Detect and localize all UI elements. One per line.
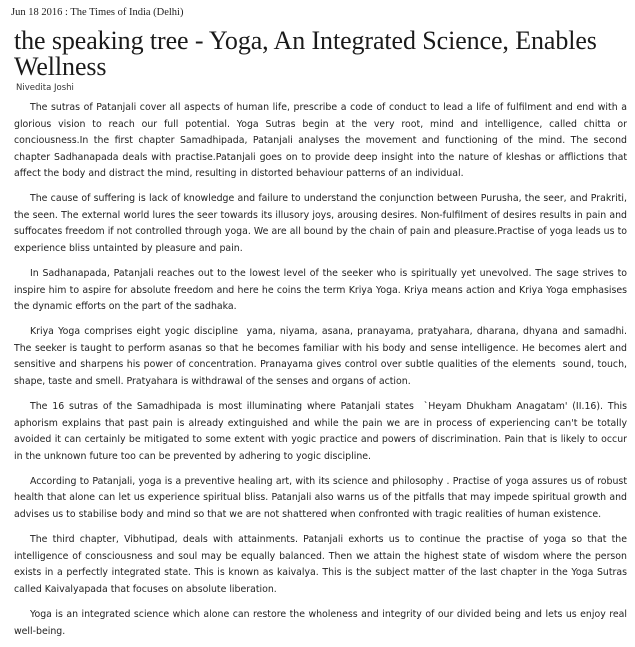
paragraph-7: The third chapter, Vibhutipad, deals with attainments. Patanjali exhorts us to continue the practise of yoga so that the intelligence of consciousness and soul may be equally balanced. Then we attain the highest state of wisdom where the person exists in a perfectly integrated state. This is known as kaivalya. This is the subject matter of the last chapter in the Yoga Sutras called Kaivalyapada that focuses on absolute liberation. bbox=[14, 534, 630, 595]
paragraph-5: The 16 sutras of the Samadhipada is most illuminating where Patanjali states `Heyam Dhukham Anagatam' (II.16). This aphorism explains that past pain is already extinguished and while the pain we are in process of experiencing can't be totally avoided it can certainly be mitigated to some extent with yogic practice and powers of discrimination. Pain that is likely to occur in the unknown future too can be prevented by adhering to yogic discipline. bbox=[14, 401, 630, 462]
paragraph-1: The sutras of Patanjali cover all aspects of human life, prescribe a code of conduct to lead a life of fulfilment and end with a glorious vision to reach our full potential. Yoga Sutras begin at the very root, mind and intelligence, called chitta or conciousness.In the first chapter Samadhipada, Patanjali analyses the movement and functioning of the mind. The second chapter Sadhanapada deals with practise.Patanjali goes on to provide deep insight into the nature of kleshas or afflictions that affect the body and distract the mind, resulting in distorted behaviour patterns of an individual. bbox=[14, 102, 630, 179]
article-title: the speaking tree - Yoga, An Integrated Science, Enables Wellness bbox=[14, 26, 597, 81]
paragraph-3: In Sadhanapada, Patanjali reaches out to the lowest level of the seeker who is spiritually yet unevolved. The sage strives to inspire him to aspire for absolute freedom and here he coins the term Kriya Yoga. Kriya means action and Kriya Yoga emphasises the dynamic efforts on the part of the sadhaka. bbox=[14, 268, 630, 313]
author-byline: Nivedita Joshi bbox=[16, 83, 74, 93]
article-body bbox=[11, 100, 630, 640]
dateline: Jun 18 2016 : The Times of India (Delhi) bbox=[11, 7, 184, 18]
paragraph-2: The cause of suffering is lack of knowledge and failure to understand the conjunction between Purusha, the seer, and Prakriti, the seen. The external world lures the seer towards its illusory joys, arousing desires. Non-fulfilment of desires results in pain and suffocates freedom if not controlled through yoga. We are all bound by the chain of pain and pleasure.Practise of yoga leads us to experience bliss untainted by pleasure and pain. bbox=[14, 193, 630, 254]
paragraph-6: According to Patanjali, yoga is a preventive healing art, with its science and philosophy . Practise of yoga assures us of robust health that alone can let us experience spiritual bliss. Patanjali also warns us of the pitfalls that may impede spiritual growth and advises us to stabilise body and mind so that we are not shattered when confronted with tragic realities of human existence. bbox=[14, 475, 630, 520]
paragraph-8: Yoga is an integrated science which alone can restore the wholeness and integrity of our divided being and lets us enjoy real well-being. bbox=[14, 609, 630, 637]
paragraph-4: Kriya Yoga comprises eight yogic discipline yama, niyama, asana, pranayama, pratyahara, dharana, dhyana and samadhi. The seeker is taught to perform asanas so that he becomes familiar with his body and sense intelligence. He becomes alert and sensitive and sharpens his power of concentration. Pranayama gives control over subtle qualities of the elements sound, touch, shape, taste and smell. Pratyahara is withdrawal of the senses and organs of action. bbox=[14, 326, 630, 387]
